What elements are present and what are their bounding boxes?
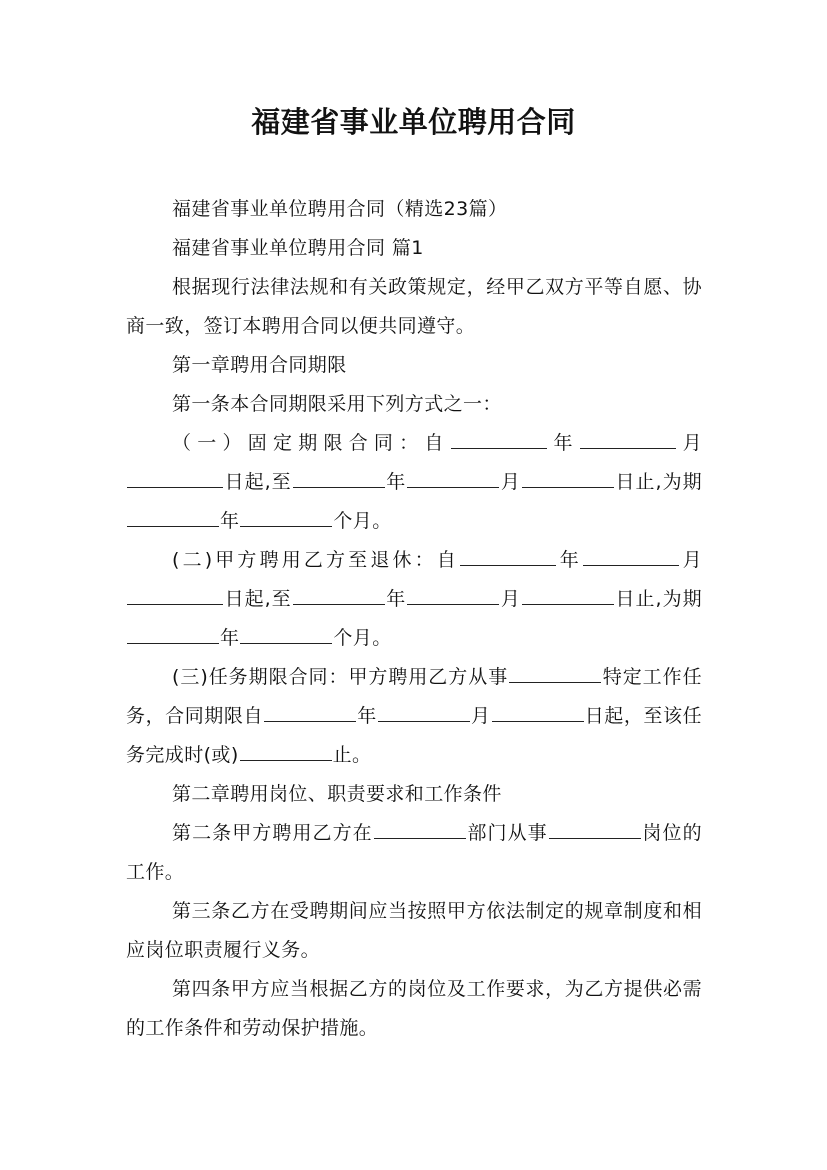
year-label: 年 xyxy=(385,588,407,610)
document-body xyxy=(126,190,702,1048)
year-label: 年 xyxy=(220,627,240,649)
article-4: 第四条甲方应当根据乙方的岗位及工作要求，为乙方提供必需的工作条件和劳动保护措施。 xyxy=(126,978,702,1039)
document-title: 福建省事业单位聘用合同 xyxy=(251,105,576,139)
months-end-label: 个月。 xyxy=(333,510,392,532)
blank-field xyxy=(522,588,614,605)
article-2-suffix: 岗位的工作。 xyxy=(126,822,702,883)
year-label: 年 xyxy=(357,705,377,727)
blank-field xyxy=(127,627,219,644)
blank-field xyxy=(127,471,223,488)
clause-task-term xyxy=(126,658,702,775)
paragraph-section-heading: 福建省事业单位聘用合同 篇1 xyxy=(172,237,424,259)
year-label: 年 xyxy=(556,549,582,571)
year-label: 年 xyxy=(547,432,579,454)
months-end-label: 个月。 xyxy=(333,627,392,649)
blank-field xyxy=(378,705,470,722)
period-label: 为期 xyxy=(661,588,702,610)
year-label: 年 xyxy=(385,471,407,493)
period-label: 为期 xyxy=(661,471,702,493)
day-from-label: 日起,至 xyxy=(224,471,292,493)
paragraph-preamble: 根据现行法律法规和有关政策规定，经甲乙双方平等自愿、协商一致，签订本聘用合同以便共同遵守。 xyxy=(126,276,702,337)
blank-field xyxy=(264,705,356,722)
blank-field xyxy=(374,822,466,839)
day-from-label: 日起，至该任务完成时(或) xyxy=(126,705,702,766)
blank-field xyxy=(522,471,614,488)
blank-field xyxy=(293,588,385,605)
article-2-middle: 部门从事 xyxy=(466,822,548,844)
year-label: 年 xyxy=(220,510,240,532)
month-label: 月 xyxy=(500,471,521,493)
blank-field xyxy=(407,471,499,488)
month-label: 月 xyxy=(500,588,521,610)
blank-field xyxy=(549,822,641,839)
blank-field xyxy=(460,549,556,566)
clause-retire-prefix: (二)甲方聘用乙方至退休：自 xyxy=(172,549,459,571)
article-3: 第三条乙方在受聘期间应当按照甲方依法制定的规章制度和相应岗位职责履行义务。 xyxy=(126,900,702,961)
blank-field xyxy=(451,432,547,449)
blank-field xyxy=(509,666,601,683)
clause-task-prefix: (三)任务期限合同：甲方聘用乙方从事 xyxy=(172,666,509,688)
day-to-label: 日止, xyxy=(614,588,662,610)
article-2 xyxy=(126,814,702,892)
special-task-label: 特定工作任务，合同期限自 xyxy=(126,666,702,727)
blank-field xyxy=(240,744,332,761)
clause-fixed-term xyxy=(126,424,702,541)
paragraph-subtitle: 福建省事业单位聘用合同（精选23篇） xyxy=(172,198,508,220)
chapter-1-heading: 第一章聘用合同期限 xyxy=(172,354,347,376)
blank-field xyxy=(240,510,332,527)
blank-field xyxy=(127,588,223,605)
blank-field xyxy=(583,549,679,566)
blank-field xyxy=(580,432,676,449)
day-from-label: 日起,至 xyxy=(224,588,292,610)
end-label: 止。 xyxy=(332,744,372,766)
article-2-prefix: 第二条甲方聘用乙方在 xyxy=(172,822,373,844)
blank-field xyxy=(492,705,584,722)
month-label: 月 xyxy=(676,432,703,454)
clause-fixed-prefix: （一）固定期限合同：自 xyxy=(172,432,450,454)
clause-until-retirement xyxy=(126,541,702,658)
blank-field xyxy=(127,510,219,527)
blank-field xyxy=(240,627,332,644)
blank-field xyxy=(293,471,385,488)
day-to-label: 日止, xyxy=(614,471,662,493)
article-1: 第一条本合同期限采用下列方式之一： xyxy=(172,393,502,415)
chapter-2-heading: 第二章聘用岗位、职责要求和工作条件 xyxy=(172,783,502,805)
month-label: 月 xyxy=(470,705,491,727)
month-label: 月 xyxy=(679,549,702,571)
blank-field xyxy=(407,588,499,605)
